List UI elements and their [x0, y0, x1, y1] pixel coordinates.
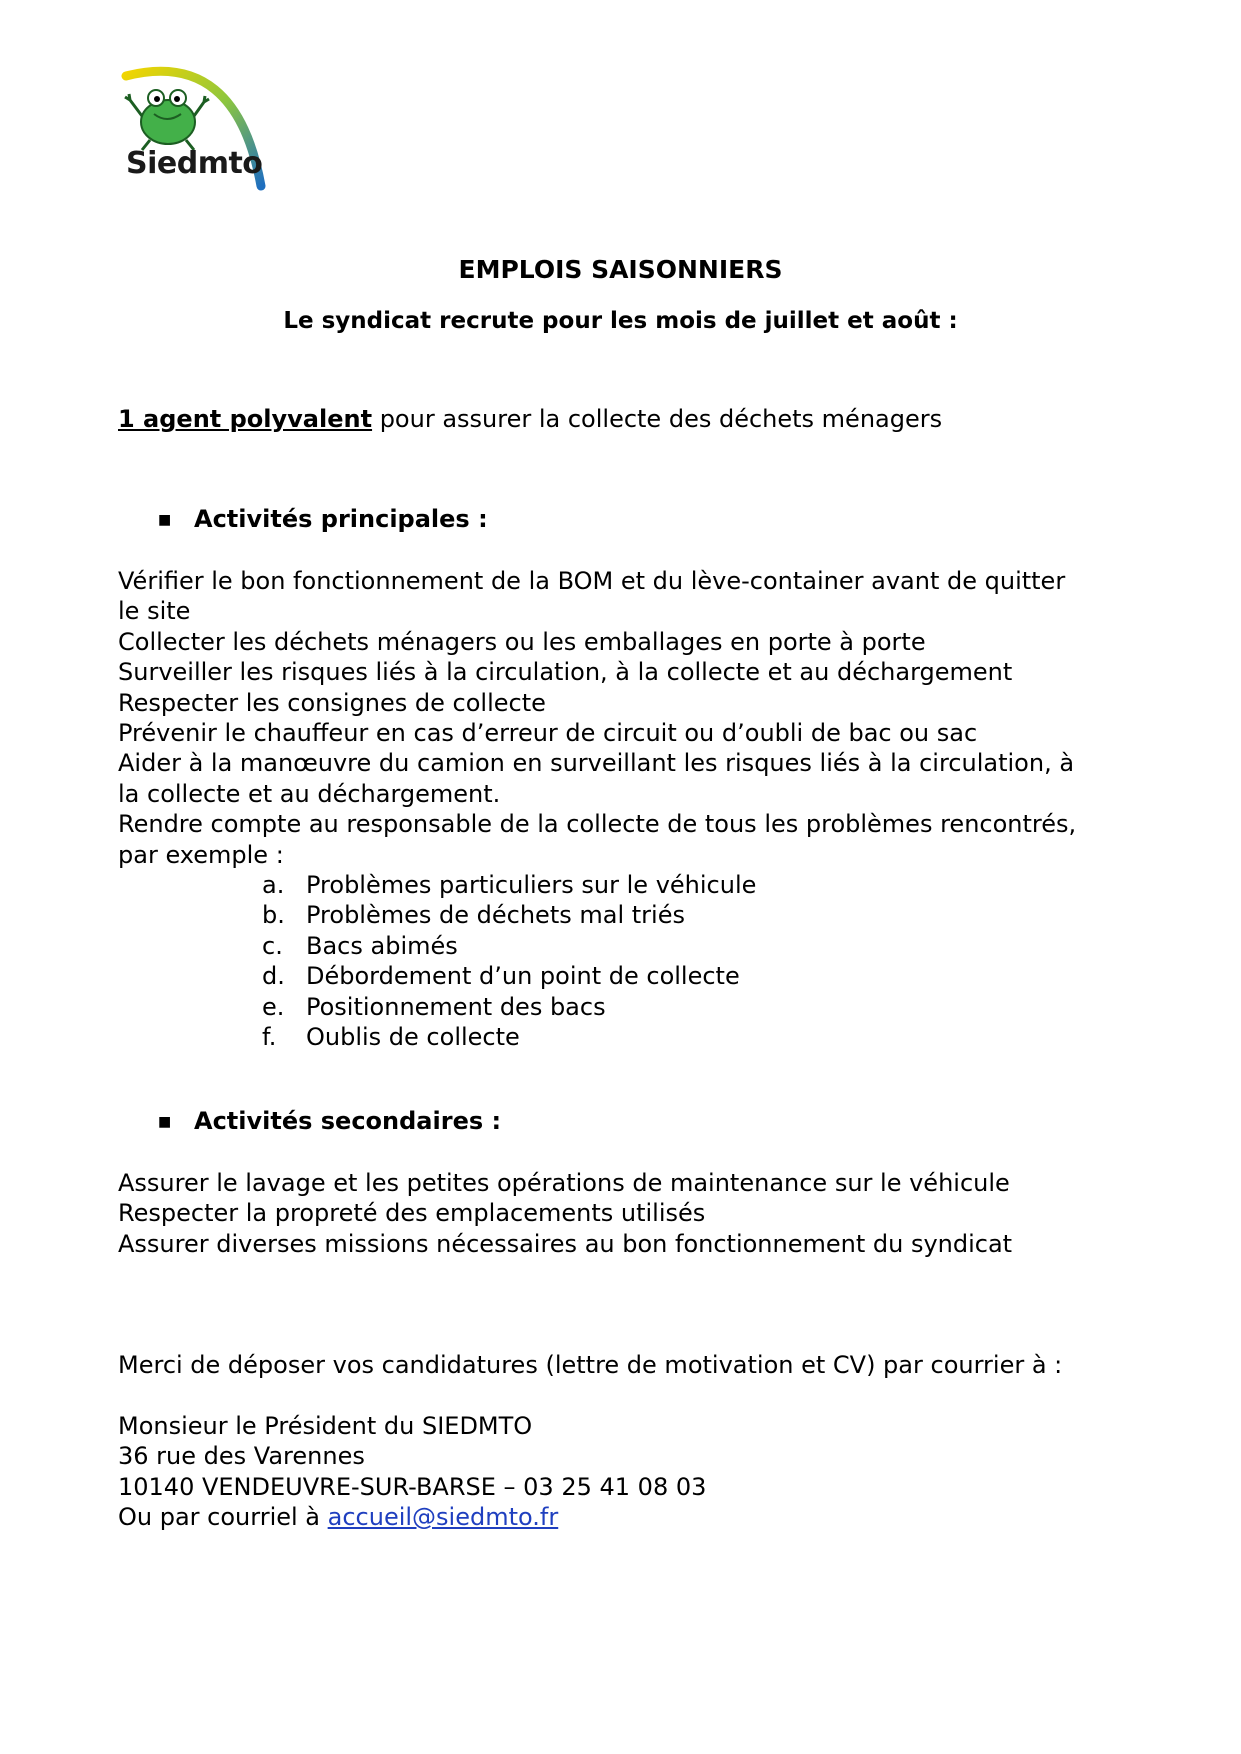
list-item: c. Bacs abimés [262, 931, 458, 960]
main-activity-line: le site [118, 597, 191, 626]
main-activities-list [118, 566, 1138, 870]
job-description: pour assurer la collecte des déchets ménagers [372, 405, 943, 433]
email-link[interactable]: accueil@siedmto.fr [327, 1503, 559, 1532]
list-item: f. Oublis de collecte [262, 1023, 520, 1052]
main-activity-line: Prévenir le chauffeur en cas d’erreur de circuit ou d’oubli de bac ou sac [118, 719, 978, 748]
page-subtitle: Le syndicat recrute pour les mois de juillet et août : [283, 308, 958, 334]
secondary-activities-heading: ■ Activités secondaires : [158, 1107, 502, 1135]
main-activity-line: Surveiller les risques liés à la circulation, à la collecte et au déchargement [118, 658, 1013, 687]
square-bullet-icon: ■ [158, 512, 172, 528]
job-intro [118, 404, 942, 435]
secondary-activity-line: Assurer le lavage et les petites opérations de maintenance sur le véhicule [118, 1169, 1010, 1197]
list-item: e. Positionnement des bacs [262, 992, 606, 1021]
square-bullet-icon: ■ [158, 1114, 172, 1130]
main-activity-line: par exemple : [118, 840, 284, 869]
list-item: b. Problèmes de déchets mal triés [262, 901, 685, 930]
main-activity-line: la collecte et au déchargement. [118, 779, 501, 808]
main-activity-line: Collecter les déchets ménagers ou les emballages en porte à porte [118, 627, 926, 656]
address-line: 36 rue des Varennes [118, 1442, 365, 1471]
address-line: Monsieur le Président du SIEDMTO [118, 1412, 533, 1440]
page-title: EMPLOIS SAISONNIERS [458, 255, 783, 284]
application-instruction: Merci de déposer vos candidatures (lettre de motivation et CV) par courrier à : [118, 1351, 1063, 1379]
job-title: 1 agent polyvalent [118, 405, 373, 433]
email-line: Ou par courriel à accueil@siedmto.fr [118, 1503, 559, 1532]
main-activities-heading: ■ Activités principales : [158, 505, 488, 533]
main-activity-line: Respecter les consignes de collecte [118, 688, 546, 717]
secondary-activity-line: Assurer diverses missions nécessaires au bon fonctionnement du syndicat [118, 1229, 1013, 1258]
secondary-activities-list [118, 1168, 1138, 1259]
contact-address [118, 1411, 1138, 1533]
address-line: 10140 VENDEUVRE-SUR-BARSE – 03 25 41 08 03 [118, 1472, 707, 1501]
secondary-activity-line: Respecter la propreté des emplacements utilisés [118, 1199, 706, 1228]
main-activity-line: Vérifier le bon fonctionnement de la BOM et du lève-container avant de quitter [118, 567, 1066, 595]
siedmto-logo [86, 58, 282, 198]
logo-text: Siedmto [126, 146, 263, 181]
main-activity-line: Rendre compte au responsable de la collecte de tous les problèmes rencontrés, [118, 810, 1077, 839]
list-item: d. Débordement d’un point de collecte [262, 962, 740, 991]
examples-list [262, 870, 756, 1052]
main-activity-line: Aider à la manœuvre du camion en surveillant les risques liés à la circulation, à [118, 749, 1075, 778]
list-item: a. Problèmes particuliers sur le véhicule [262, 871, 757, 899]
